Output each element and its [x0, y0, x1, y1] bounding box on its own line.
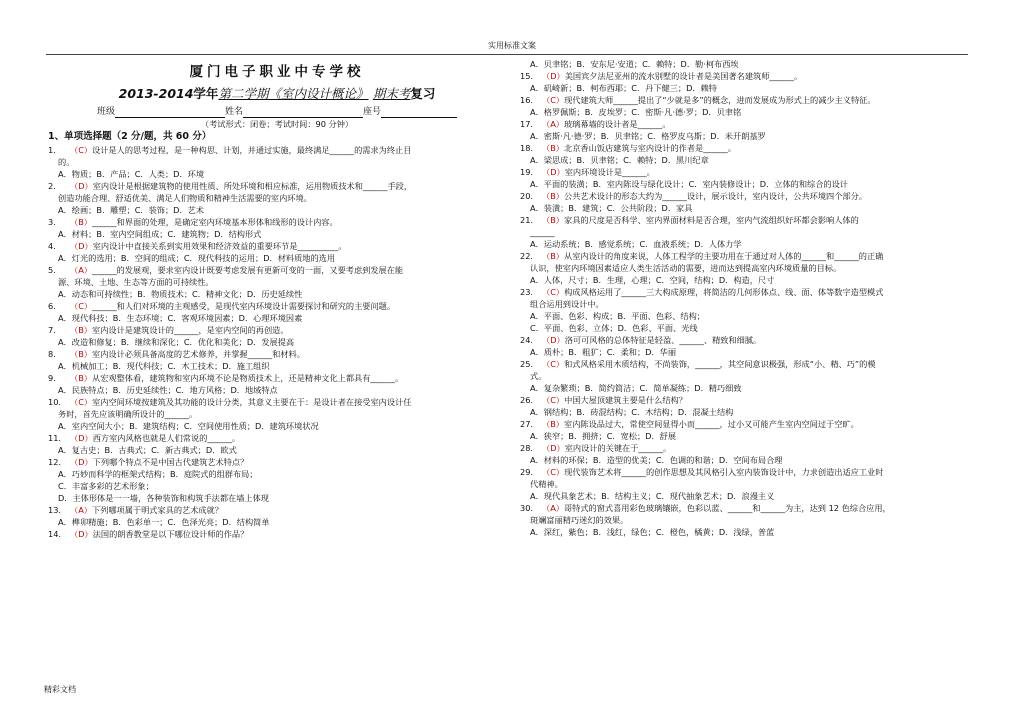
question-line: [520, 142, 976, 154]
subtitle-term: 第二学期: [218, 86, 269, 101]
question-text: A．平面、色彩、构成；B．平面、色彩、结构；: [530, 311, 705, 321]
question-text: A．平面的装潢；B．室内陈设与绿化设计；C．室内装修设计；D．立体的和综合的设计: [530, 179, 848, 189]
question-line: [520, 406, 976, 418]
question-text: 家具的尺度是否科学、室内界面材料是否合理，室内气流组织好坏都会影响人体的: [564, 215, 859, 225]
question-text: A．矶崎新；B．柯布西耶；C．丹下健三；D．赖特: [530, 83, 717, 93]
question-number: 16.: [520, 95, 534, 105]
question-text: 构成风格运用了______三大构成原理，将简洁的几何形体点、线、面、体等数字造型模式: [564, 287, 884, 297]
answer-mark: （A）: [542, 503, 564, 513]
question-text: A．狭窄；B．拥挤；C．宽松；D．舒展: [530, 431, 677, 441]
answer-mark: （C）: [542, 287, 565, 297]
question-text: 下列哪个特点不是中国古代建筑艺术特点？: [92, 457, 249, 467]
question-line: [520, 130, 976, 142]
question-line: [520, 370, 976, 382]
question-text: 室内设计是根据建筑物的使用性质、所处环境和相应标准，运用物质技术和______手段，: [92, 181, 413, 191]
question-number: 6.: [48, 301, 56, 311]
question-number: 18.: [520, 143, 534, 153]
question-text: A．机械加工；B．现代科技；C．木工技术；D．施工组织: [58, 361, 270, 371]
question-text: 哥特式的窗式喜用彩色玻璃镶嵌，色彩以蓝、______和______为主，达到 12 色综合应用，: [563, 503, 891, 513]
question-text: A．改造和修复；B．继续和深化；C．优化和美化；D．发展提高: [58, 337, 295, 347]
question-line: [520, 118, 976, 130]
question-line: [520, 214, 976, 226]
page-header-text: 实用标准文案: [488, 41, 536, 50]
question-number: 17.: [520, 119, 534, 129]
question-number: 19.: [520, 167, 534, 177]
answer-mark: （D）: [70, 181, 93, 191]
question-text: 组合运用到设计中。: [530, 299, 604, 309]
right-column: [520, 58, 976, 538]
question-number: 11.: [48, 433, 62, 443]
question-line: [520, 166, 976, 178]
question-text: A．室内空间大小；B．建筑结构；C．空间使用性质；D．建筑环境状况: [58, 421, 319, 431]
question-line: [48, 252, 506, 264]
subtitle-year: 2013-2014: [118, 86, 194, 101]
question-text: 洛可可风格的总体特征是轻盈、______、精致和细腻。: [564, 335, 762, 345]
answer-mark: （B）: [542, 191, 564, 201]
question-text: A．动态和可持续性；B．物质技术；C．精神文化；D．历史延续性: [58, 289, 303, 299]
question-line: [520, 502, 976, 514]
answer-mark: （D）: [542, 335, 565, 345]
answer-mark: （D）: [70, 529, 93, 539]
question-line: [48, 420, 506, 432]
question-number: 27.: [520, 419, 534, 429]
question-line: [48, 504, 506, 516]
exam-info: （考试形式：闭卷；考试时间：90 分钟）: [200, 119, 354, 129]
question-number: 28.: [520, 443, 534, 453]
seat-blank[interactable]: [381, 108, 457, 118]
answer-mark: （D）: [70, 457, 93, 467]
question-text: A．现代科技；B．生态环境；C．客观环境因素；D．心理环境因素: [58, 313, 303, 323]
question-text: 法国的朗香教堂是以下哪位设计师的作品？: [92, 529, 249, 539]
question-number: 10.: [48, 397, 62, 407]
question-line: [520, 334, 976, 346]
question-number: 26.: [520, 395, 534, 405]
question-line: [48, 372, 506, 384]
question-line: [48, 300, 506, 312]
question-text: 认识，使室内环境因素适应人类生活活动的需要，进而达到提高室内环境质量的目标。: [530, 263, 842, 273]
question-text: 从室内设计的角度来说，人体工程学的主要功用在于通过对人体的______和______的正确: [564, 251, 884, 261]
answer-mark: （B）: [70, 349, 92, 359]
question-line: [520, 202, 976, 214]
question-text: A．装潢；B．建筑；C．公共阶段；D．家具: [530, 203, 693, 213]
answer-mark: （B）: [70, 373, 92, 383]
question-line: [48, 228, 506, 240]
question-line: [48, 276, 506, 288]
question-text: 室内设计必须具备高度的艺术修养，并掌握______和材料。: [92, 349, 305, 359]
question-line: [48, 240, 506, 252]
question-number: 5.: [48, 265, 56, 275]
question-number: 22.: [520, 251, 534, 261]
question-line: [520, 310, 976, 322]
question-line: [520, 346, 976, 358]
question-line: [520, 418, 976, 430]
answer-mark: （B）: [542, 143, 564, 153]
question-line: [520, 394, 976, 406]
question-line: [48, 312, 506, 324]
question-line: [48, 492, 506, 504]
question-line: [48, 384, 506, 396]
question-text: 室内环境设计是______。: [564, 167, 655, 177]
question-line: [520, 298, 976, 310]
name-blank[interactable]: [243, 108, 363, 118]
question-text: 美国宾夕法尼亚州的流水别墅的设计者是美国著名建筑师______。: [564, 71, 803, 81]
question-text: A．质朴；B．粗犷；C．柔和；D．华丽: [530, 347, 677, 357]
question-text: A．深红，紫色；B．浅红，绿色；C．橙色，橘黄；D．浅绿，普蓝: [530, 527, 775, 537]
question-line: [48, 180, 506, 192]
question-text: 创造功能合理、舒适优美、满足人们物质和精神生活需要的室内环境。: [58, 193, 312, 203]
question-line: [520, 226, 976, 238]
question-line: [520, 274, 976, 286]
question-line: [520, 526, 976, 538]
question-text: A．复杂繁琐；B．简约简洁；C．简单凝练；D．精巧细致: [530, 383, 742, 393]
question-line: [48, 144, 506, 156]
question-number: 4.: [48, 241, 56, 251]
question-text: A．密斯·凡·德·罗；B．贝聿铭；C．格罗皮乌斯；D．米开朗基罗: [530, 131, 766, 141]
question-line: [48, 456, 506, 468]
question-number: 23.: [520, 287, 534, 297]
question-line: [48, 288, 506, 300]
question-text: A．材料；B．室内空间组成；C．建筑物；D．结构形式: [58, 229, 262, 239]
question-text: A．复古史；B．古典式；C．新古典式；D．欧式: [58, 445, 237, 455]
question-number: 7.: [48, 325, 56, 335]
question-line: [48, 216, 506, 228]
answer-mark: （C）: [542, 395, 565, 405]
question-number: 8.: [48, 349, 56, 359]
page-footer-text: 精彩文档: [44, 685, 76, 694]
question-number: 25.: [520, 359, 534, 369]
question-line: [48, 480, 506, 492]
question-text: A．材料的环保；B．造型的优美；C．色调的和谐；D．空间布局合理: [530, 455, 783, 465]
question-line: [48, 432, 506, 444]
question-line: [48, 156, 506, 168]
question-text: A．梁思成；B．贝聿铭；C．赖特；D．黑川纪章: [530, 155, 709, 165]
question-text: A．贝聿铭；B．安东尼·安道；C．赖特；D．勒·柯布西埃: [530, 59, 739, 69]
question-line: [520, 106, 976, 118]
answer-mark: （D）: [542, 443, 565, 453]
question-line: [520, 82, 976, 94]
question-line: [520, 94, 976, 106]
question-text: 室内设计是建筑设计的______，是室内空间的再创造。: [92, 325, 289, 335]
question-number: 30.: [520, 503, 534, 513]
question-number: 2.: [48, 181, 56, 191]
question-text: 代精神。: [530, 479, 563, 489]
question-number: 20.: [520, 191, 534, 201]
question-line: [48, 408, 506, 420]
question-line: [520, 466, 976, 478]
question-text: 室内设计中直接关系到实用效果和经济效益的重要环节是__________。: [92, 241, 347, 251]
question-line: [48, 360, 506, 372]
answer-mark: （A）: [70, 505, 92, 515]
question-line: [520, 154, 976, 166]
answer-mark: （D）: [70, 241, 93, 251]
question-number: 9.: [48, 373, 56, 383]
question-text: 和式风格采用木质结构，不尚装饰，______，其空间意识极强，形成“小、精、巧”的模: [564, 359, 876, 369]
answer-mark: （C）: [542, 467, 565, 477]
question-text: 从宏观整体看，建筑物和室内环境不论是物质技术上，还是精神文化上都具有______。: [92, 373, 404, 383]
question-line: [48, 204, 506, 216]
question-text: 现代建筑大师______提出了“少就是多”的概念，进而发展成为形式上的减少主义特征。: [564, 95, 876, 105]
question-line: [520, 454, 976, 466]
question-line: [48, 336, 506, 348]
answer-mark: （C）: [70, 145, 93, 155]
answer-mark: （D）: [70, 433, 93, 443]
question-line: [48, 444, 506, 456]
question-text: A．运动系统；B．感觉系统；C．血液系统；D．人体力学: [530, 239, 742, 249]
question-text: A．民族特点；B．历史延续性；C．地方风格；D．地域特点: [58, 385, 278, 395]
student-info-fields: [48, 106, 506, 118]
question-number: 3.: [48, 217, 56, 227]
question-line: [520, 430, 976, 442]
question-text: ______的发展观，要求室内设计既要考虑发展有更新可变的一面，又要考虑到发展在能: [91, 265, 404, 275]
answer-mark: （B）: [542, 251, 564, 261]
question-text: A．现代具象艺术；B．结构主义；C．现代抽象艺术；D．浪漫主义: [530, 491, 775, 501]
question-number: 29.: [520, 467, 534, 477]
question-text: D．主体形体是一一墙，各种装饰和构筑手法都在墙上体现: [58, 493, 269, 503]
seat-label: 座号: [363, 107, 382, 117]
question-text: C．平面、色彩、立体；D．色彩、平面、光线: [530, 323, 698, 333]
answer-mark: （C）: [542, 359, 565, 369]
name-label: 姓名: [224, 107, 243, 117]
question-text: 玻璃幕墙的设计者是______。: [563, 119, 671, 129]
question-line: [520, 58, 976, 70]
school-title: 厦门电子职业中专学校: [189, 64, 365, 80]
question-line: [48, 468, 506, 480]
question-text: C．丰富多彩的艺术形象；: [58, 481, 154, 491]
question-line: [48, 528, 506, 540]
question-text: A．绘画；B．雕塑；C．装饰；D．艺术: [58, 205, 205, 215]
question-text: A．榫卯精施；B．色彩单一；C．色泽光亮；D．结构简单: [58, 517, 270, 527]
answer-mark: （D）: [542, 71, 565, 81]
question-text: A．钢结构；B．砖混结构；C．木结构；D．混凝土结构: [530, 407, 734, 417]
question-line: [48, 264, 506, 276]
section-heading: 1、单项选择题（2 分/题，共 60 分）: [48, 131, 212, 142]
question-text: 西方室内风格也就是人们常说的______。: [92, 433, 241, 443]
question-text: 源、环境、土地、生态等方面的可持续性。: [58, 277, 214, 287]
question-line: [520, 70, 976, 82]
question-line: [520, 286, 976, 298]
answer-mark: （B）: [70, 325, 92, 335]
left-question-list: [48, 144, 506, 540]
question-text: 中国大屋顶建筑主要是什么结构？: [564, 395, 687, 405]
question-line: [520, 478, 976, 490]
question-number: 21.: [520, 215, 534, 225]
question-text: 下列哪项属于明式家具的艺术成就？: [91, 505, 223, 515]
question-text: 室内空间环境按建筑及其功能的设计分类，其意义主要在于：是设计者在接受室内设计任: [92, 397, 412, 407]
left-column: [48, 58, 506, 540]
question-line: [48, 348, 506, 360]
question-number: 14.: [48, 529, 62, 539]
question-line: [48, 516, 506, 528]
question-line: [520, 178, 976, 190]
question-line: [520, 382, 976, 394]
right-question-list: [520, 58, 976, 538]
question-text: 务时，首先应该明确所设计的______。: [58, 409, 198, 419]
question-text: A．格罗佩斯；B．皮埃罗；C．密斯·凡·德·罗；D．贝聿铭: [530, 107, 742, 117]
question-line: [520, 250, 976, 262]
class-blank[interactable]: [115, 108, 225, 118]
question-line: [48, 324, 506, 336]
answer-mark: （B）: [542, 419, 564, 429]
answer-mark: （B）: [542, 215, 564, 225]
question-number: 24.: [520, 335, 534, 345]
question-text: 斑斓富丽精巧迷幻的效果。: [530, 515, 629, 525]
answer-mark: （C）: [70, 301, 93, 311]
answer-mark: （B）: [70, 217, 92, 227]
question-text: 室内陈设品过大，常使空间显得小而______，过小又可能产生室内空间过于空旷。: [564, 419, 859, 429]
question-line: [520, 442, 976, 454]
question-number: 15.: [520, 71, 534, 81]
question-text: 北京香山饭店建筑与室内设计的作者是______。: [564, 143, 736, 153]
question-line: [520, 190, 976, 202]
question-line: [520, 262, 976, 274]
question-number: 1.: [48, 145, 56, 155]
answer-mark: （D）: [542, 167, 565, 177]
subtitle-review: 复习: [410, 86, 436, 101]
answer-mark: （A）: [542, 119, 564, 129]
question-text: A．物质；B．产品；C．人类；D．环境: [58, 169, 205, 179]
header-divider: [46, 54, 968, 55]
question-line: [48, 192, 506, 204]
question-text: 公共艺术设计的形态大约为______设计，展示设计，室内设计，公共环境四个部分。: [564, 191, 867, 201]
question-text: 的。: [58, 157, 75, 167]
question-line: [520, 238, 976, 250]
answer-mark: （C）: [70, 397, 93, 407]
question-line: [520, 514, 976, 526]
question-text: ______和界面的处理，是确定室内环境基本形体和线形的设计内容。: [92, 217, 338, 227]
question-number: 13.: [48, 505, 62, 515]
answer-mark: （C）: [542, 95, 565, 105]
question-line: [520, 322, 976, 334]
question-text: 设计是人的思考过程，是一种构思、计划，并通过实施，最终满足______的需求为终止目: [92, 145, 412, 155]
question-text: 现代装饰艺术将______的创作思想及其风格引入室内装饰设计中，力求创造出适应工业时: [564, 467, 884, 477]
question-text: A．巧妙而科学的框架式结构；B．庭院式的组群布局；: [58, 469, 258, 479]
subtitle-exam: 期末考: [372, 86, 411, 101]
question-line: [520, 358, 976, 370]
question-text: A．人体，尺寸；B．生理，心理；C．空间，结构；D．构造，尺寸: [530, 275, 775, 285]
exam-subtitle: [48, 82, 506, 106]
question-text: ______和人们对环境的主观感受，是现代室内环境设计需要探讨和研究的主要问题。: [92, 301, 396, 311]
question-text: A．灯光的选用；B．空间的组成；C．现代科技的运用；D．材料质地的选用: [58, 253, 336, 263]
question-text: 室内设计的关键在于______。: [564, 443, 672, 453]
question-line: [48, 168, 506, 180]
subtitle-year-suffix: 学年: [193, 86, 219, 101]
subtitle-course: 《室内设计概论》: [268, 86, 369, 101]
answer-mark: （A）: [70, 265, 92, 275]
question-line: [520, 490, 976, 502]
question-number: 12.: [48, 457, 62, 467]
class-label: 班级: [96, 107, 115, 117]
question-text: ______: [530, 227, 555, 237]
question-text: 式。: [530, 371, 547, 381]
question-line: [48, 396, 506, 408]
